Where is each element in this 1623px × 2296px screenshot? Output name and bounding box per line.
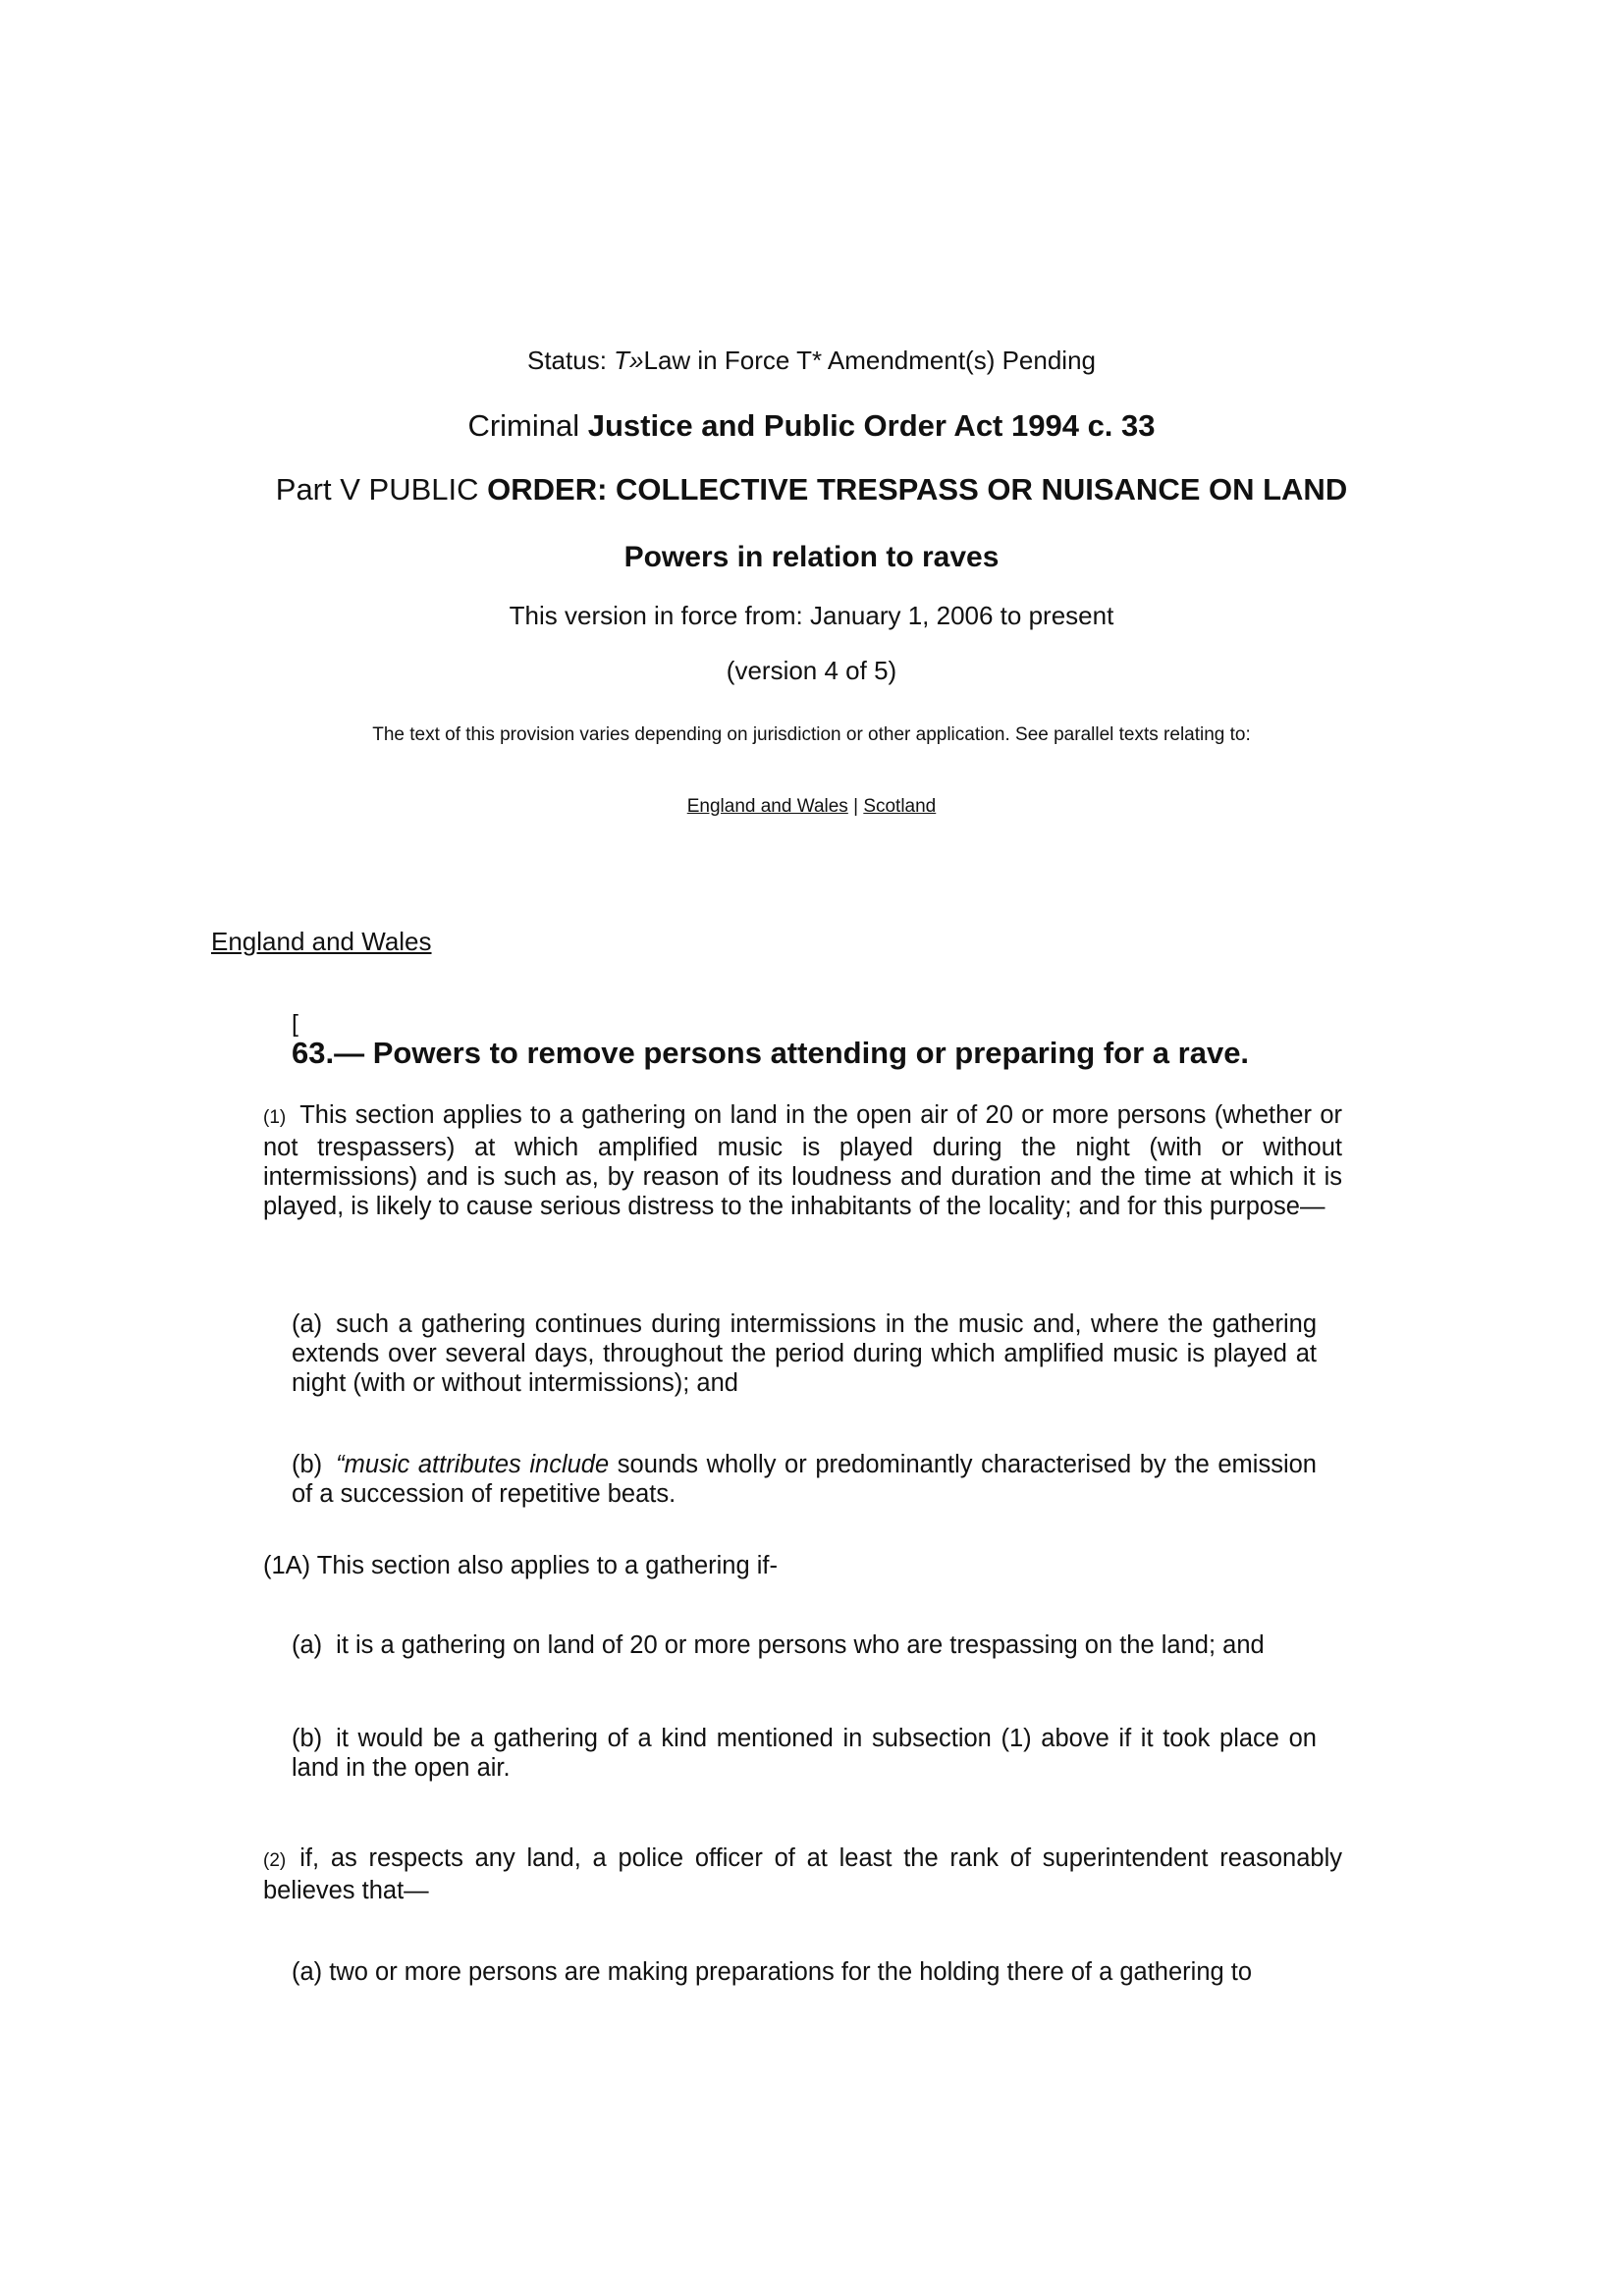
paragraph-1Ab xyxy=(292,1724,1317,1783)
parallel-text-note: The text of this provision varies depending on jurisdiction or other application. See parallel texts relating to: xyxy=(372,724,1251,745)
paragraph-text: sounds wholly or predominantly characterised by the emission of a succession of repetitive beats. xyxy=(292,1451,1317,1508)
paragraph-letter: (b) xyxy=(292,1451,323,1478)
link-separator: | xyxy=(847,796,864,817)
status-prefix: Status: xyxy=(526,346,615,375)
act-title xyxy=(0,408,1623,444)
paragraph-text: such a gathering continues during intermissions in the music and, where the gathering extends over several days, throughout the period during which amplified music is played at night (with or without intermissions); and xyxy=(292,1310,1317,1397)
paragraph-letter: (a) xyxy=(292,1631,323,1659)
status-text: Law in Force T* Amendment(s) Pending xyxy=(643,346,1097,375)
subsection-text: if, as respects any land, a police officer of at least the rank of superintendent reasonably believes that— xyxy=(263,1844,1342,1904)
subsection-1A: (1A) This section also applies to a gathering if- xyxy=(263,1552,778,1579)
part-title-bold: ORDER: COLLECTIVE TRESPASS OR NUISANCE ON LAND xyxy=(487,472,1348,507)
paragraph-italic-text: “music attributes include xyxy=(336,1451,610,1478)
jurisdiction-links xyxy=(0,796,1623,818)
paragraph-1Aa xyxy=(292,1630,1317,1660)
amendment-bracket: [ xyxy=(292,1010,298,1038)
paragraph-1b xyxy=(292,1450,1317,1509)
subsection-text: This section applies to a gathering on land in the open air of 20 or more persons (whether or not trespassers) at which amplified music is played during the night (with or without intermissions) and is such as, by reason of its loudness and duration and the time at which it is played, is likely to cause serious distress to the inhabitants of the locality; and for this purpose— xyxy=(263,1101,1342,1220)
act-title-prefix: Criminal xyxy=(467,408,588,443)
version-number: (version 4 of 5) xyxy=(726,656,897,685)
paragraph-letter: (b) xyxy=(292,1725,323,1752)
link-england-and-wales[interactable]: England and Wales xyxy=(686,796,848,817)
cross-heading: Powers in relation to raves xyxy=(623,541,1000,573)
paragraph-text: it would be a gathering of a kind mentioned in subsection (1) above if it took place on land in the open air. xyxy=(292,1725,1317,1782)
status-marker: T» xyxy=(614,346,644,375)
subsection-1 xyxy=(263,1100,1342,1221)
subsection-number: (2) xyxy=(263,1850,287,1871)
link-scotland[interactable]: Scotland xyxy=(863,796,937,817)
subsection-2 xyxy=(263,1843,1342,1905)
act-title-bold: Justice and Public Order Act 1994 c. 33 xyxy=(587,408,1156,443)
paragraph-2a: (a) two or more persons are making preparations for the holding there of a gathering to xyxy=(292,1958,1253,1986)
part-title xyxy=(0,472,1623,507)
section-title: 63.— Powers to remove persons attending or preparing for a rave. xyxy=(292,1036,1250,1070)
version-in-force: This version in force from: January 1, 2006 to present xyxy=(509,601,1114,630)
paragraph-text: it is a gathering on land of 20 or more persons who are trespassing on the land; and xyxy=(336,1631,1265,1659)
part-title-prefix: Part V PUBLIC xyxy=(275,472,488,507)
paragraph-letter: (a) xyxy=(292,1310,323,1338)
jurisdiction-heading-link[interactable]: England and Wales xyxy=(211,927,432,956)
paragraph-1a xyxy=(292,1309,1317,1398)
status-line xyxy=(0,346,1623,376)
subsection-number: (1) xyxy=(263,1107,287,1128)
